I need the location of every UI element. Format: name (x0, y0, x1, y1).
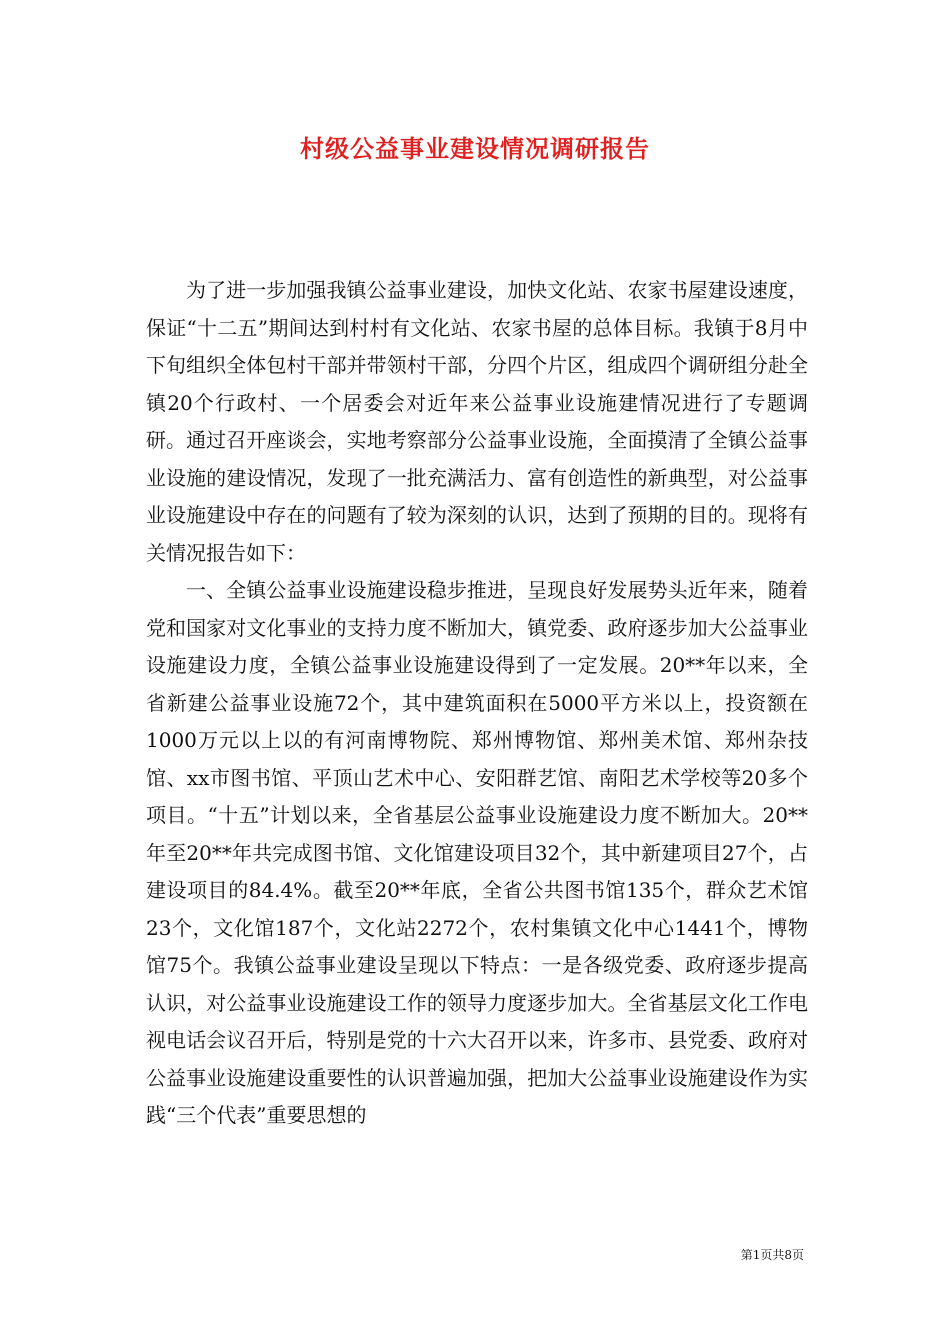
paragraph: 一、全镇公益事业设施建设稳步推进，呈现良好发展势头近年来，随着党和国家对文化事业的支持力度不断加大，镇党委、政府逐步加大公益事业设施建设力度，全镇公益事业设施建设得到了一定发展。20**年以来，全省新建公益事业设施72个，其中建筑面积在5000平方米以上，投资额在1000万元以上以的有河南博物院、郑州博物馆、郑州美术馆、郑州杂技馆、xx市图书馆、平顶山艺术中心、安阳群艺馆、南阳艺术学校等20多个项目。“十五”计划以来，全省基层公益事业设施建设力度不断加大。20**年至20**年共完成图书馆、文化馆建设项目32个，其中新建项目27个，占建设项目的84.4%。截至20**年底，全省公共图书馆135个，群众艺术馆23个，文化馆187个，文化站2272个，农村集镇文化中心1441个，博物馆75个。我镇公益事业建设呈现以下特点：一是各级党委、政府逐步提高认识，对公益事业设施建设工作的领导力度逐步加大。全省基层文化工作电视电话会议召开后，特别是党的十六大召开以来，许多市、县党委、政府对公益事业设施建设重要性的认识普遍加强，把加大公益事业设施建设作为实践“三个代表”重要思想的 (146, 578, 808, 1127)
page-number: 第1页共8页 (740, 1248, 804, 1262)
paragraph: 为了进一步加强我镇公益事业建设，加快文化站、农家书屋建设速度，保证“十二五”期间达到村村有文化站、农家书屋的总体目标。我镇于8月中下旬组织全体包村干部并带领村干部，分四个片区，组成四个调研组分赴全镇20个行政村、一个居委会对近年来公益事业设施建情况进行了专题调研。通过召开座谈会，实地考察部分公益事业设施，全面摸清了全镇公益事业设施的建设情况，发现了一批充满活力、富有创造性的新典型，对公益事业设施建设中存在的问题有了较为深刻的认识，达到了预期的目的。现将有关情况报告如下： (146, 278, 808, 565)
document-body (146, 272, 808, 1135)
document-title: 村级公益事业建设情况调研报告 (300, 134, 650, 163)
